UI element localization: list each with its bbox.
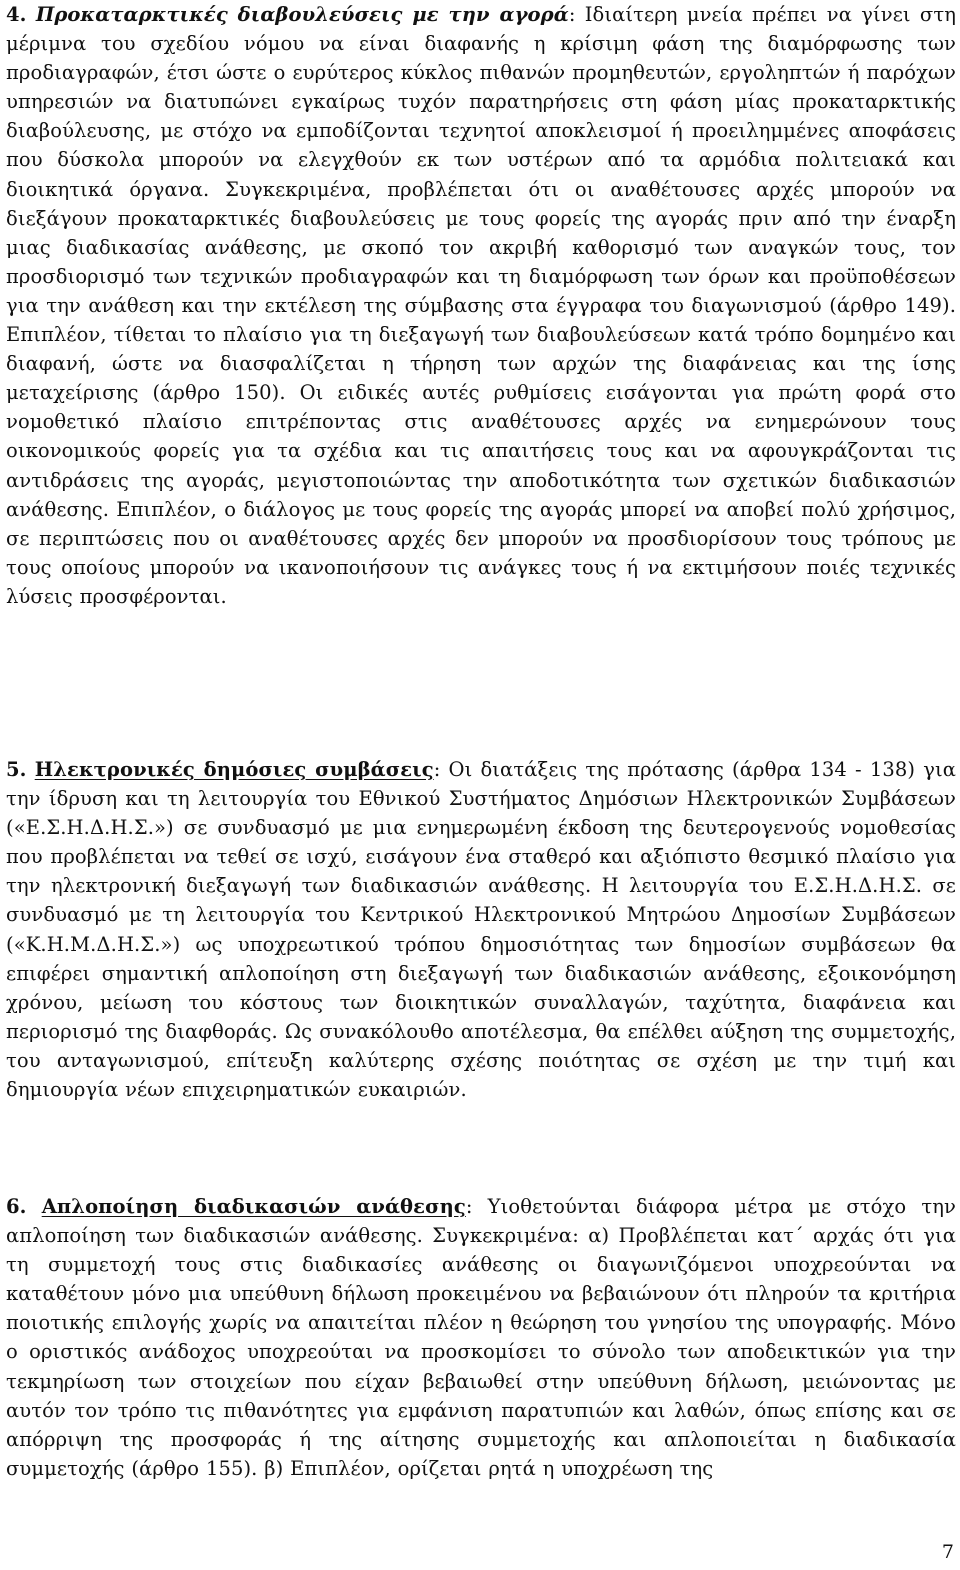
section-body: Ιδιαίτερη μνεία πρέπει να γίνει στη μέριμνα του σχεδίου νόμου να είναι διαφανής η κρίσιμη φάση της διαμόρφωσης των προδιαγραφών, έτσι ώστε ο ευρύτερος κύκλος πιθανών προμηθευτών, εργοληπτών ή παρόχων υπηρεσιών να διατυπώνει εγκαίρως τυχόν παρατηρήσεις στη φάση μίας προκαταρκτικής διαβούλευσης, με στόχο να εμποδίζονται τεχνητοί αποκλεισμοί ή προειλημμένες αποφάσεις που δύσκολα μπορούν να ελεγχθούν εκ των υστέρων από τα αρμόδια πολιτειακά και διοικητικά όργανα. Συγκεκριμένα, προβλέπεται ότι οι αναθέτουσες αρχές μπορούν να διεξάγουν προκαταρκτικές διαβουλεύσεις με τους φορείς της αγοράς πριν από την έναρξη μιας διαδικασίας ανάθεσης, με σκοπό τον ακριβή καθορισμό των αναγκών τους, τον προσδιορισμό των τεχνικών προδιαγραφών και τη διαμόρφωση των όρων και προϋποθέσεων για την ανάθεση και την εκτέλεση της σύμβασης στα έγγραφα του διαγωνισμού (άρθρο 149). Επιπλέον, τίθεται το πλαίσιο για τη διεξαγωγή των διαβουλεύσεων κατά τρόπο δομημένο και διαφανή, ώστε να διασφαλίζεται η τήρηση των αρχών της διαφάνειας και της ίσης μεταχείρισης (άρθρο 150). Οι ειδικές αυτές ρυθμίσεις εισάγονται για πρώτη φορά στο νομοθετικό πλαίσιο επιτρέποντας στις αναθέτουσες αρχές να ενημερώνουν τους οικονομικούς φορείς για τα σχέδια και τις απαιτήσεις τους και να αφουγκράζονται τις αντιδράσεις της αγοράς, μεγιστοποιώντας την αποδοτικότητα των σχετικών διαδικασιών ανάθεσης. Επιπλέον, ο διάλογος με τους φορείς της αγοράς μπορεί να αποβεί πολύ χρήσιμος, σε περιπτώσεις που οι αναθέτουσες αρχές δεν μπορούν να προσδιορίσουν τους τρόπους με τους οποίους μπορούν να ικανοποιήσουν τις ανάγκες τους ή να εκτιμήσουν ποιές τεχνικές λύσεις προσφέρονται. (6, 3, 956, 608)
section-electronic-procurement (6, 755, 956, 1104)
section-heading: Προκαταρκτικές διαβουλεύσεις με την αγορά (35, 3, 569, 26)
heading-separator: : (568, 3, 576, 26)
page-number: 7 (941, 1541, 954, 1563)
heading-separator: : (433, 758, 441, 781)
section-number: 4. (6, 3, 27, 26)
section-body: Οι διατάξεις της πρότασης (άρθρα 134 - 138) για την ίδρυση και τη λειτουργία του Εθνικού Συστήματος Δημόσιων Ηλεκτρονικών Συμβάσεων («Ε.Σ.Η.Δ.Η.Σ.») σε συνδυασμό με μια ενημερωμένη έκδοση της δευτερογενούς νομοθεσίας που προβλέπεται να τεθεί σε ισχύ, εισάγουν ένα σταθερό και αξιόπιστο θεσμικό πλαίσιο για την ηλεκτρονική διεξαγωγή των διαδικασιών ανάθεσης. Η λειτουργία του Ε.Σ.Η.Δ.Η.Σ. σε συνδυασμό με τη λειτουργία του Κεντρικού Ηλεκτρονικού Μητρώου Δημοσίων Συμβάσεων («Κ.Η.Μ.Δ.Η.Σ.») ως υποχρεωτικού τρόπου δημοσιότητας των δημοσίων συμβάσεων θα επιφέρει σημαντική απλοποίηση στη διεξαγωγή των διαδικασιών ανάθεσης, εξοικονόμηση χρόνου, μείωση του κόστους των διοικητικών συναλλαγών, ταχύτητα, διαφάνεια και περιορισμό της διαφθοράς. Ως συνακόλουθο αποτέλεσμα, θα επέλθει αύξηση της συμμετοχής, του ανταγωνισμού, επίτευξη καλύτερης σχέσης ποιότητας σε σχέση με την τιμή και δημιουργία νέων επιχειρηματικών ευκαιριών. (6, 758, 956, 1102)
section-heading: Ηλεκτρονικές δημόσιες συμβάσεις (34, 758, 434, 781)
section-body: Υιοθετούνται διάφορα μέτρα με στόχο την απλοποίηση των διαδικασιών ανάθεσης. Συγκεκριμένα: α) Προβλέπεται κατ΄ αρχάς ότι για τη συμμετοχή τους στις διαδικασίες ανάθεσης οι διαγωνιζόμενοι υποχρεούνται να καταθέτουν μόνο μια υπεύθυνη δήλωση προκειμένου να βεβαιώνουν ότι πληρούν τα κριτήρια ποιοτικής επιλογής χωρίς να απαιτείται πλέον η θεώρηση του γνησίου της υπογραφής. Μόνο ο οριστικός ανάδοχος υποχρεούται να προσκομίσει το σύνολο των αποδεικτικών για την τεκμηρίωση των στοιχείων που είχαν βεβαιωθεί στην υπεύθυνη δήλωση, μειώνοντας με αυτόν τον τρόπο τις πιθανότητες για εμφάνιση παρατυπιών και λαθών, όπως επίσης και σε απόρριψη της προσφοράς ή της αίτησης συμμετοχής και απλοποιείται η διαδικασία συμμετοχής (άρθρο 155). β) Επιπλέον, ορίζεται ρητά η υποχρέωση της (6, 1195, 956, 1480)
heading-separator: : (465, 1195, 473, 1218)
section-heading: Απλοποίηση διαδικασιών ανάθεσης (41, 1195, 466, 1218)
section-number: 6. (6, 1195, 27, 1218)
section-market-consultations (6, 0, 956, 611)
section-number: 5. (6, 758, 27, 781)
section-simplification (6, 1192, 956, 1483)
